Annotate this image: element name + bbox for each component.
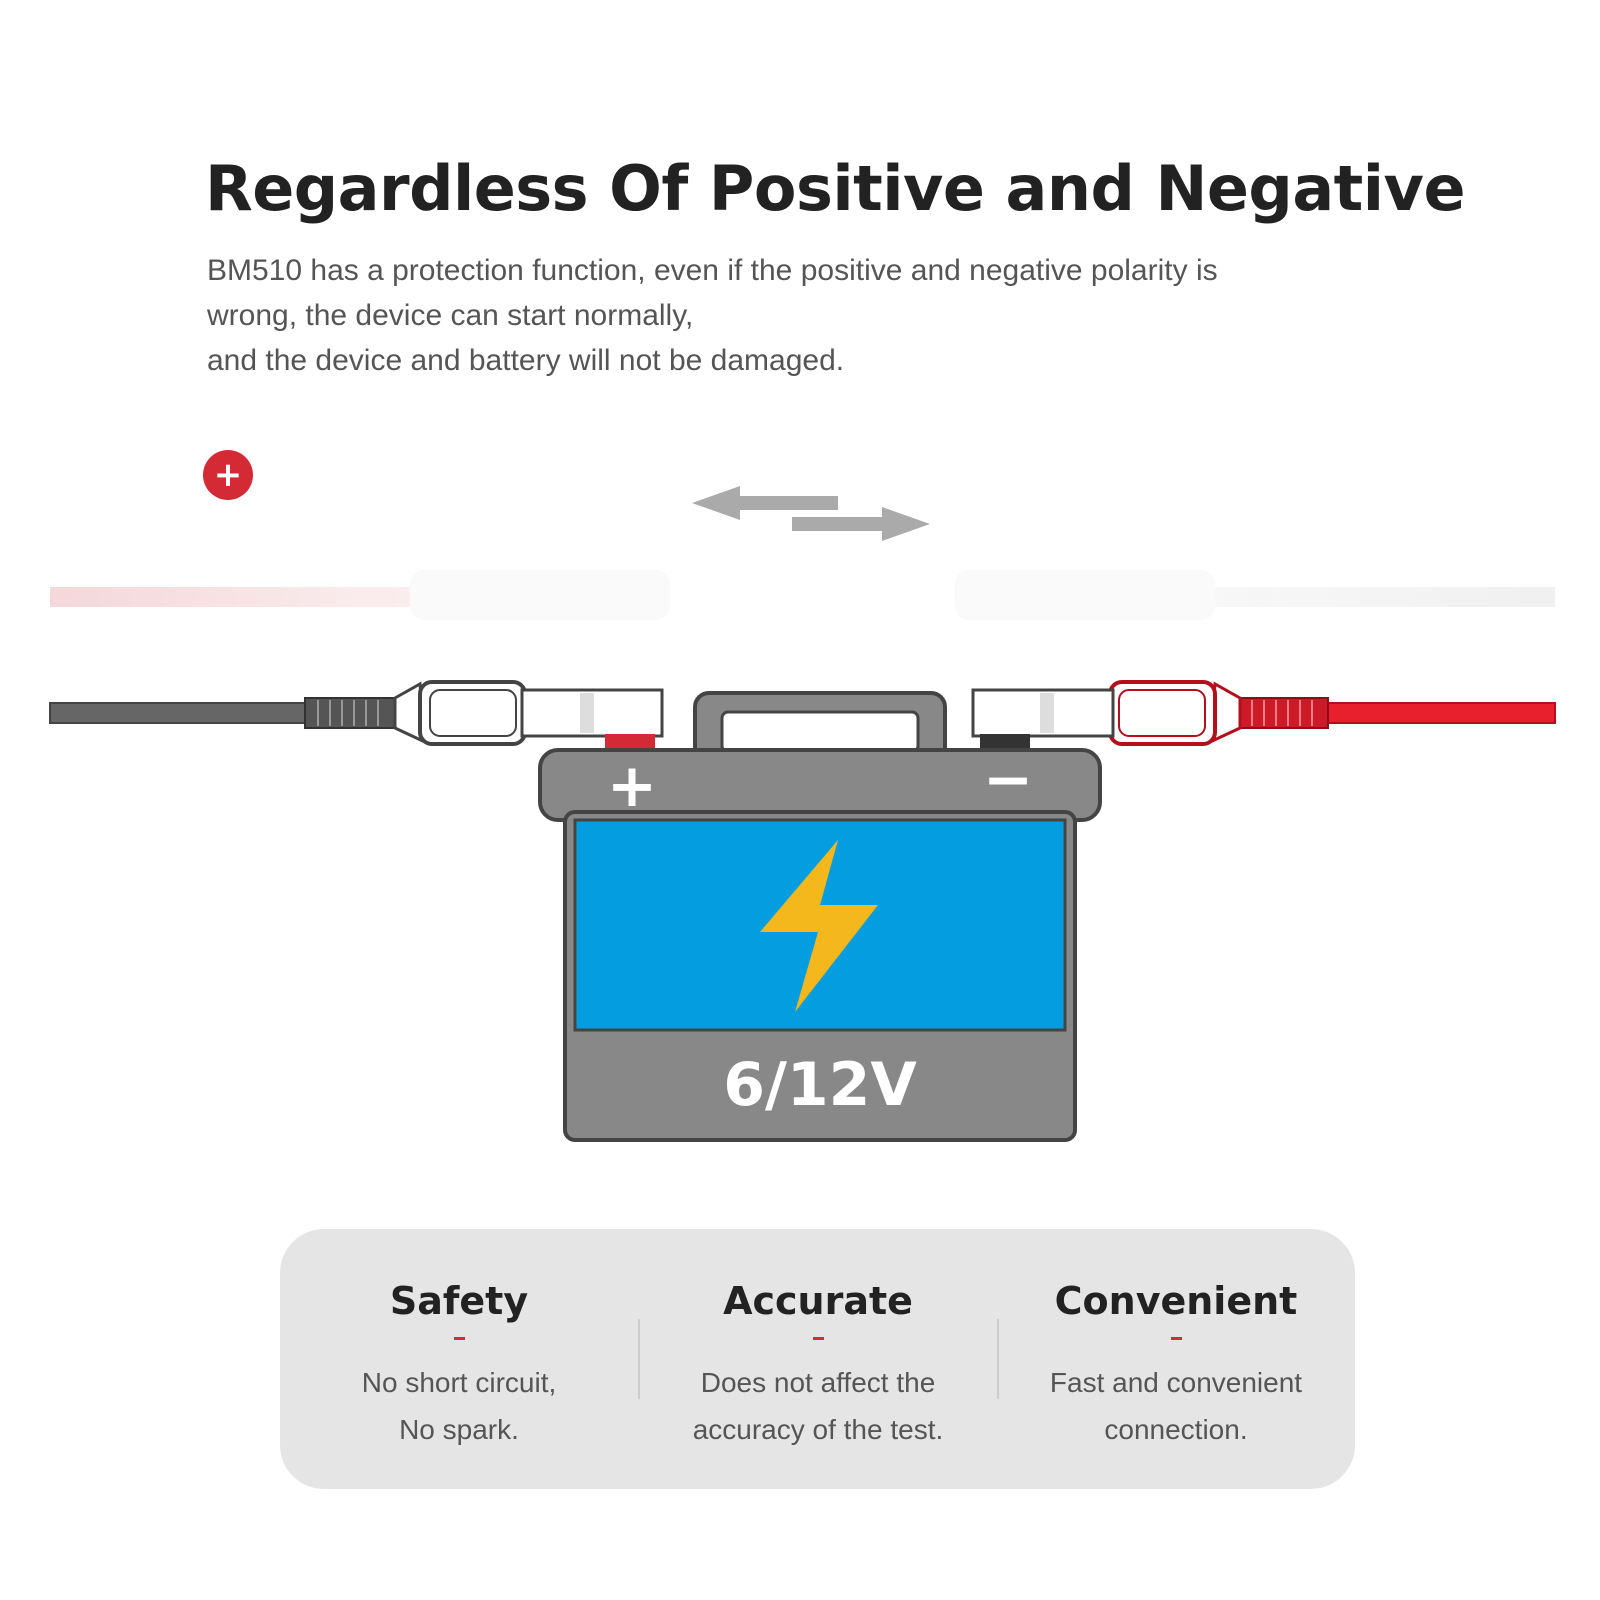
features-panel <box>280 1229 1355 1489</box>
description-line: BM510 has a protection function, even if the positive and negative polarity is <box>207 254 1218 287</box>
feature-description <box>280 1359 638 1453</box>
feature-line: No spark. <box>399 1414 519 1445</box>
ghost-cable-right <box>955 570 1555 620</box>
clamp-icon <box>50 682 662 752</box>
battery-positive-mark: + <box>606 751 658 821</box>
feature-line: connection. <box>1104 1414 1248 1445</box>
feature-title: Accurate <box>723 1279 913 1323</box>
description-line: and the device and battery will not be damaged. <box>207 344 845 377</box>
feature-description <box>639 1359 997 1453</box>
voltage-label: 6/12V <box>723 1050 917 1120</box>
feature-line: Fast and convenient <box>1049 1367 1303 1398</box>
page-title: Regardless Of Positive and Negative <box>205 152 1466 225</box>
feature-convenient <box>997 1229 1355 1489</box>
ghost-cable-left <box>50 570 670 620</box>
feature-safety <box>280 1229 638 1489</box>
feature-title: Convenient <box>1054 1279 1298 1323</box>
plus-badge-icon: + <box>203 450 253 500</box>
battery-negative-mark: − <box>982 745 1034 815</box>
swap-arrows-icon <box>692 486 930 541</box>
feature-title: Safety <box>389 1279 529 1323</box>
feature-line: accuracy of the test. <box>692 1414 944 1445</box>
description-line: wrong, the device can start normally, <box>207 299 694 332</box>
feature-accurate <box>639 1229 997 1489</box>
feature-dash <box>813 1337 824 1340</box>
feature-dash <box>1171 1337 1182 1340</box>
feature-dash <box>454 1337 465 1340</box>
feature-line: Does not affect the <box>700 1367 936 1398</box>
clamp-icon <box>973 682 1555 752</box>
feature-line: No short circuit, <box>361 1367 557 1398</box>
feature-description <box>997 1359 1355 1453</box>
